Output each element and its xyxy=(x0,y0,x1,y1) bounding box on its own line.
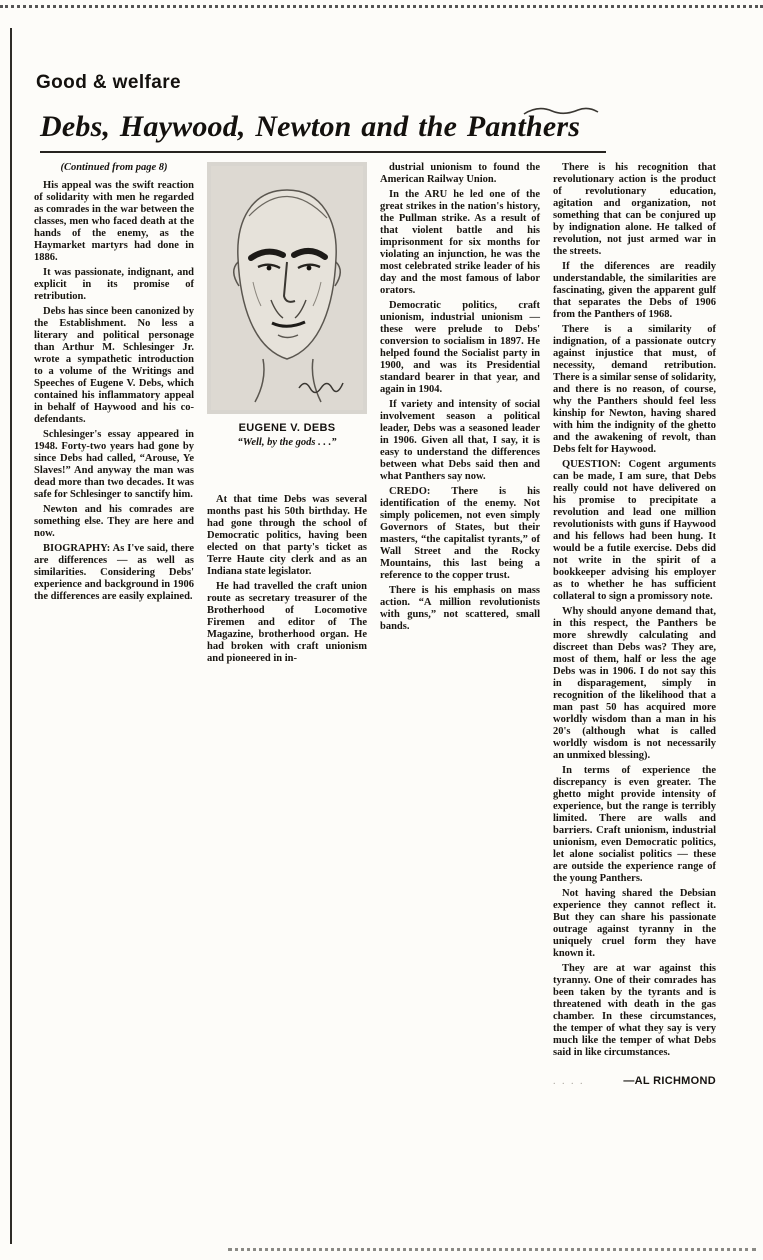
column-4-text xyxy=(553,162,716,1059)
article xyxy=(34,72,728,1087)
column-1 xyxy=(34,162,194,606)
top-edge-dotted-rule xyxy=(0,5,763,8)
paragraph: In the ARU he led one of the great strikes in the nation's history, the Pullman strike. As a result of that violent battle and his imprisonment for six months for violating an injunction, he was the most celebrated strike leader of his day and the most famous of labor orators. xyxy=(380,189,540,296)
column-1-text xyxy=(34,180,194,603)
paragraph: There is his emphasis on mass action. “A million revolutionists with guns,” not scattered, small bands. xyxy=(380,585,540,632)
paragraph: There is a similarity of indignation, of a passionate outcry against injustice that must, of necessity, demand retribution. There is a similar sense of solidarity, and there is no reason, of course, why the Panthers should feel less kinship for Newton, having shared with him the indignity of the ghetto and the awakening of revolt, than Debs felt for Haywood. xyxy=(553,324,716,455)
debs-portrait-sketch xyxy=(207,162,367,414)
paragraph: Newton and his comrades are something else. They are here and now. xyxy=(34,504,194,539)
column-4 xyxy=(553,162,716,1087)
paragraph-lead-in: BIOGRAPHY: xyxy=(43,543,113,554)
paragraph: QUESTION: Cogent arguments can be made, I am sure, that Debs really could not have delivered on his promise to precipitate a revolution and lead one million revolutionists with guns if Haywood and his fellows had been hung. It would be a futile exercise. Debs did not write in the spirit of a bookkeeper advising his employer as to whether he has sufficient collateral to sign a promissory note. xyxy=(553,459,716,602)
author-byline: —AL RICHMOND xyxy=(623,1075,716,1087)
paragraph: At that time Debs was several months past his 50th birthday. He had gone through the school of Democratic politics, having been elected on that party's ticket as Terre Haute city clerk and as an Indiana state legislator. xyxy=(207,494,367,577)
article-columns xyxy=(34,162,728,1087)
column-3 xyxy=(380,162,540,636)
bottom-edge-dotted-rule xyxy=(228,1248,756,1251)
portrait-caption-name: EUGENE V. DEBS xyxy=(238,422,336,434)
paragraph: There is his recognition that revolutionary action is the product of revolutionary education, agitation and organization, not something that can be conjured up by indignation alone. He talked of revolution, not just armed war in the streets. xyxy=(553,162,716,257)
headline: Debs, Haywood, Newton and the Panthers xyxy=(40,110,606,153)
paragraph-lead-in: CREDO: xyxy=(389,486,452,497)
paragraph: His appeal was the swift reaction of solidarity with men he regarded as comrades in the war between the classes, men who faced death at the hands of the enemy, as the Haymarket martyrs had done in 1886. xyxy=(34,180,194,263)
portrait-caption-quote: “Well, by the gods . . .” xyxy=(237,437,337,448)
paragraph: Schlesinger's essay appeared in 1948. Forty-two years had gone by since Debs had called, “Arouse, Ye Slaves!” And anyway the man was dead more than two decades. It was safe for Schlesinger to sanctify him. xyxy=(34,429,194,500)
section-title: Good & welfare xyxy=(36,72,181,93)
continued-note: (Continued from page 8) xyxy=(60,162,168,173)
column-3-text xyxy=(380,162,540,633)
portrait-caption xyxy=(207,422,367,448)
paragraph: He had travelled the craft union route as secretary treasurer of the Brotherhood of Locomotive Firemen and editor of The Magazine, brotherhood organ. He had broken with craft unionism and pioneered in in- xyxy=(207,581,367,664)
paragraph: It was passionate, indignant, and explicit in its promise of retribution. xyxy=(34,267,194,302)
debs-portrait-figure xyxy=(207,162,367,448)
paragraph: dustrial unionism to found the American Railway Union. xyxy=(380,162,540,185)
paragraph: They are at war against this tyranny. One of their comrades has been taken by the tyrants and is threatened with death in the gas chamber. In these circumstances, the temper of what they say is very much like the temper of what Debs said in like circumstances. xyxy=(553,963,716,1058)
byline-dots: . . . . xyxy=(553,1076,585,1087)
paragraph: Why should anyone demand that, in this respect, the Panthers be more shrewdly calculating and discreet than Debs was? They are, most of them, half or less the age Debs was in 1906. I do not say this in disparagement, simply in recognition of the likelihood that a man past 50 has acquired more worldly wisdom than a man in his 20's (although what is called worldly wisdom is not necessarily an unmixed blessing). xyxy=(553,606,716,761)
paragraph: Debs has since been canonized by the Establishment. No less a literary and political personage than Arthur M. Schlesinger Jr. wrote a sympathetic introduction to a volume of the Writings and Speeches of Eugene V. Debs, which contained his inflammatory appeal in behalf of Haywood and his co-defendants. xyxy=(34,306,194,425)
paragraph: Democratic politics, craft unionism, industrial unionism — these were prelude to Debs' conversion to socialism in 1897. He helped found the Socialist party in 1900, and was its Presidential standard bearer in that year, and again in 1904. xyxy=(380,300,540,395)
paragraph: If variety and intensity of social involvement season a political leader, Debs was a seasoned leader in 1906. Given all that, I say, it is easy to understand the differences between what Debs said then and what Panthers say now. xyxy=(380,399,540,482)
paragraph: If the diferences are readily understandable, the similarities are fascinating, given the apparent gulf that separates the Debs of 1906 from the Panthers of 1968. xyxy=(553,261,716,320)
left-column-rule xyxy=(10,28,12,1244)
paragraph: BIOGRAPHY: As I've said, there are differences — as well as similarities. Considering Debs' experience and background in 1906 the differences are easily explained. xyxy=(34,543,194,602)
paragraph: Not having shared the Debsian experience they cannot reflect it. But they can share his passionate outrage against tyranny in the uniquely cruel form they have known it. xyxy=(553,888,716,959)
paragraph-lead-in: QUESTION: xyxy=(562,459,629,470)
paragraph: CREDO: There is his identification of the enemy. Not simply policemen, not even simply Governors of States, but their masters, “the capitalist tyrants,” of Wall Street and the Rocky Mountains, this last being a reference to the copper trust. xyxy=(380,486,540,581)
column-2-text xyxy=(207,494,367,665)
paragraph: In terms of experience the discrepancy is even greater. The ghetto might provide intensity of experience, but the range is terribly limited. There are walls and barriers. Craft unionism, industrial unionism, even Democratic politics, let alone socialist politics — these are outside the experience range of the young Panthers. xyxy=(553,765,716,884)
pen-mark-icon xyxy=(522,104,600,120)
byline-row xyxy=(553,1075,716,1087)
column-2 xyxy=(207,162,367,668)
